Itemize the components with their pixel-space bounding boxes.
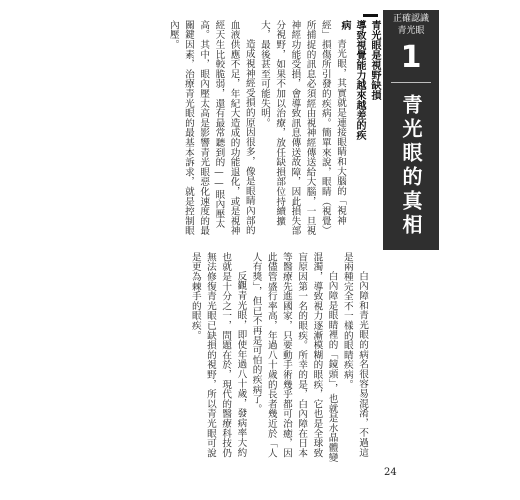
paragraph: 青光眼，其實就是連接眼睛和大腦的「視神經」損傷所引發的疾病。簡單來說，眼睛（視覺）所捕捉的訊息必須經由視神經傳送給大腦，一旦視神經功能受損，會導致訊息傳送故障，因此損失部分視野，如果不加以治療，放任缺損部位持續擴大，最後甚至可能失明。 bbox=[258, 20, 346, 236]
chapter-divider bbox=[391, 82, 431, 83]
section-heading-line2: 導致視覺能力越來越差的疾病 bbox=[339, 20, 365, 140]
chapter-title: 青光眼的真相 bbox=[399, 94, 423, 238]
section-heading bbox=[339, 20, 382, 140]
paragraph: 白內障和青光眼的病名很容易混淆，不過這是兩種完全不一樣的眼睛疾病。 bbox=[341, 252, 368, 458]
chapter-sidebar bbox=[383, 10, 439, 250]
upper-body-text bbox=[118, 20, 348, 238]
paragraph: 造成視神經受損的原因很多，像是眼睛內部的血液供應不足，年紀大造成的功能退化，或是視神經天生比較脆弱，還有最常聽到的——眼內壓太高。其中，眼內壓太高是影響青光眼惡化速度的最關鍵因素，治療青光眼的最基本訴求，就是控制眼內壓。 bbox=[167, 20, 255, 236]
page-number: 24 bbox=[384, 467, 397, 478]
chapter-number: 1 bbox=[400, 40, 422, 75]
heading-rule bbox=[363, 14, 378, 17]
section-heading-line1: 青光眼是視野缺損 bbox=[369, 20, 380, 100]
paragraph: 反觀青光眼，即使年過八十歲，發病率大約也就是十分之一，問題在於，現代的醫療科技仍無法修復青光眼已缺損的視野，所以青光眼可說是更為棘手的眼疾。 bbox=[189, 252, 247, 458]
paragraph: 白內障是眼睛裡的「鏡頭」，也就是水晶體變混濁，導致視力逐漸模糊的眼疾，它也是全球致盲原因第一名的眼疾。所幸的是，白內障在日本等醫療先進國家，只要動手術幾乎都可治癒，因此儘管盛行率高，年過八十歲的長者幾近於「人人有獎」，但已不再是可怕的疾病了。 bbox=[250, 252, 338, 463]
chapter-label: 正確認識 bbox=[392, 14, 429, 24]
lower-body-text bbox=[108, 252, 370, 464]
chapter-label-topic: 青光眼 bbox=[397, 26, 425, 36]
